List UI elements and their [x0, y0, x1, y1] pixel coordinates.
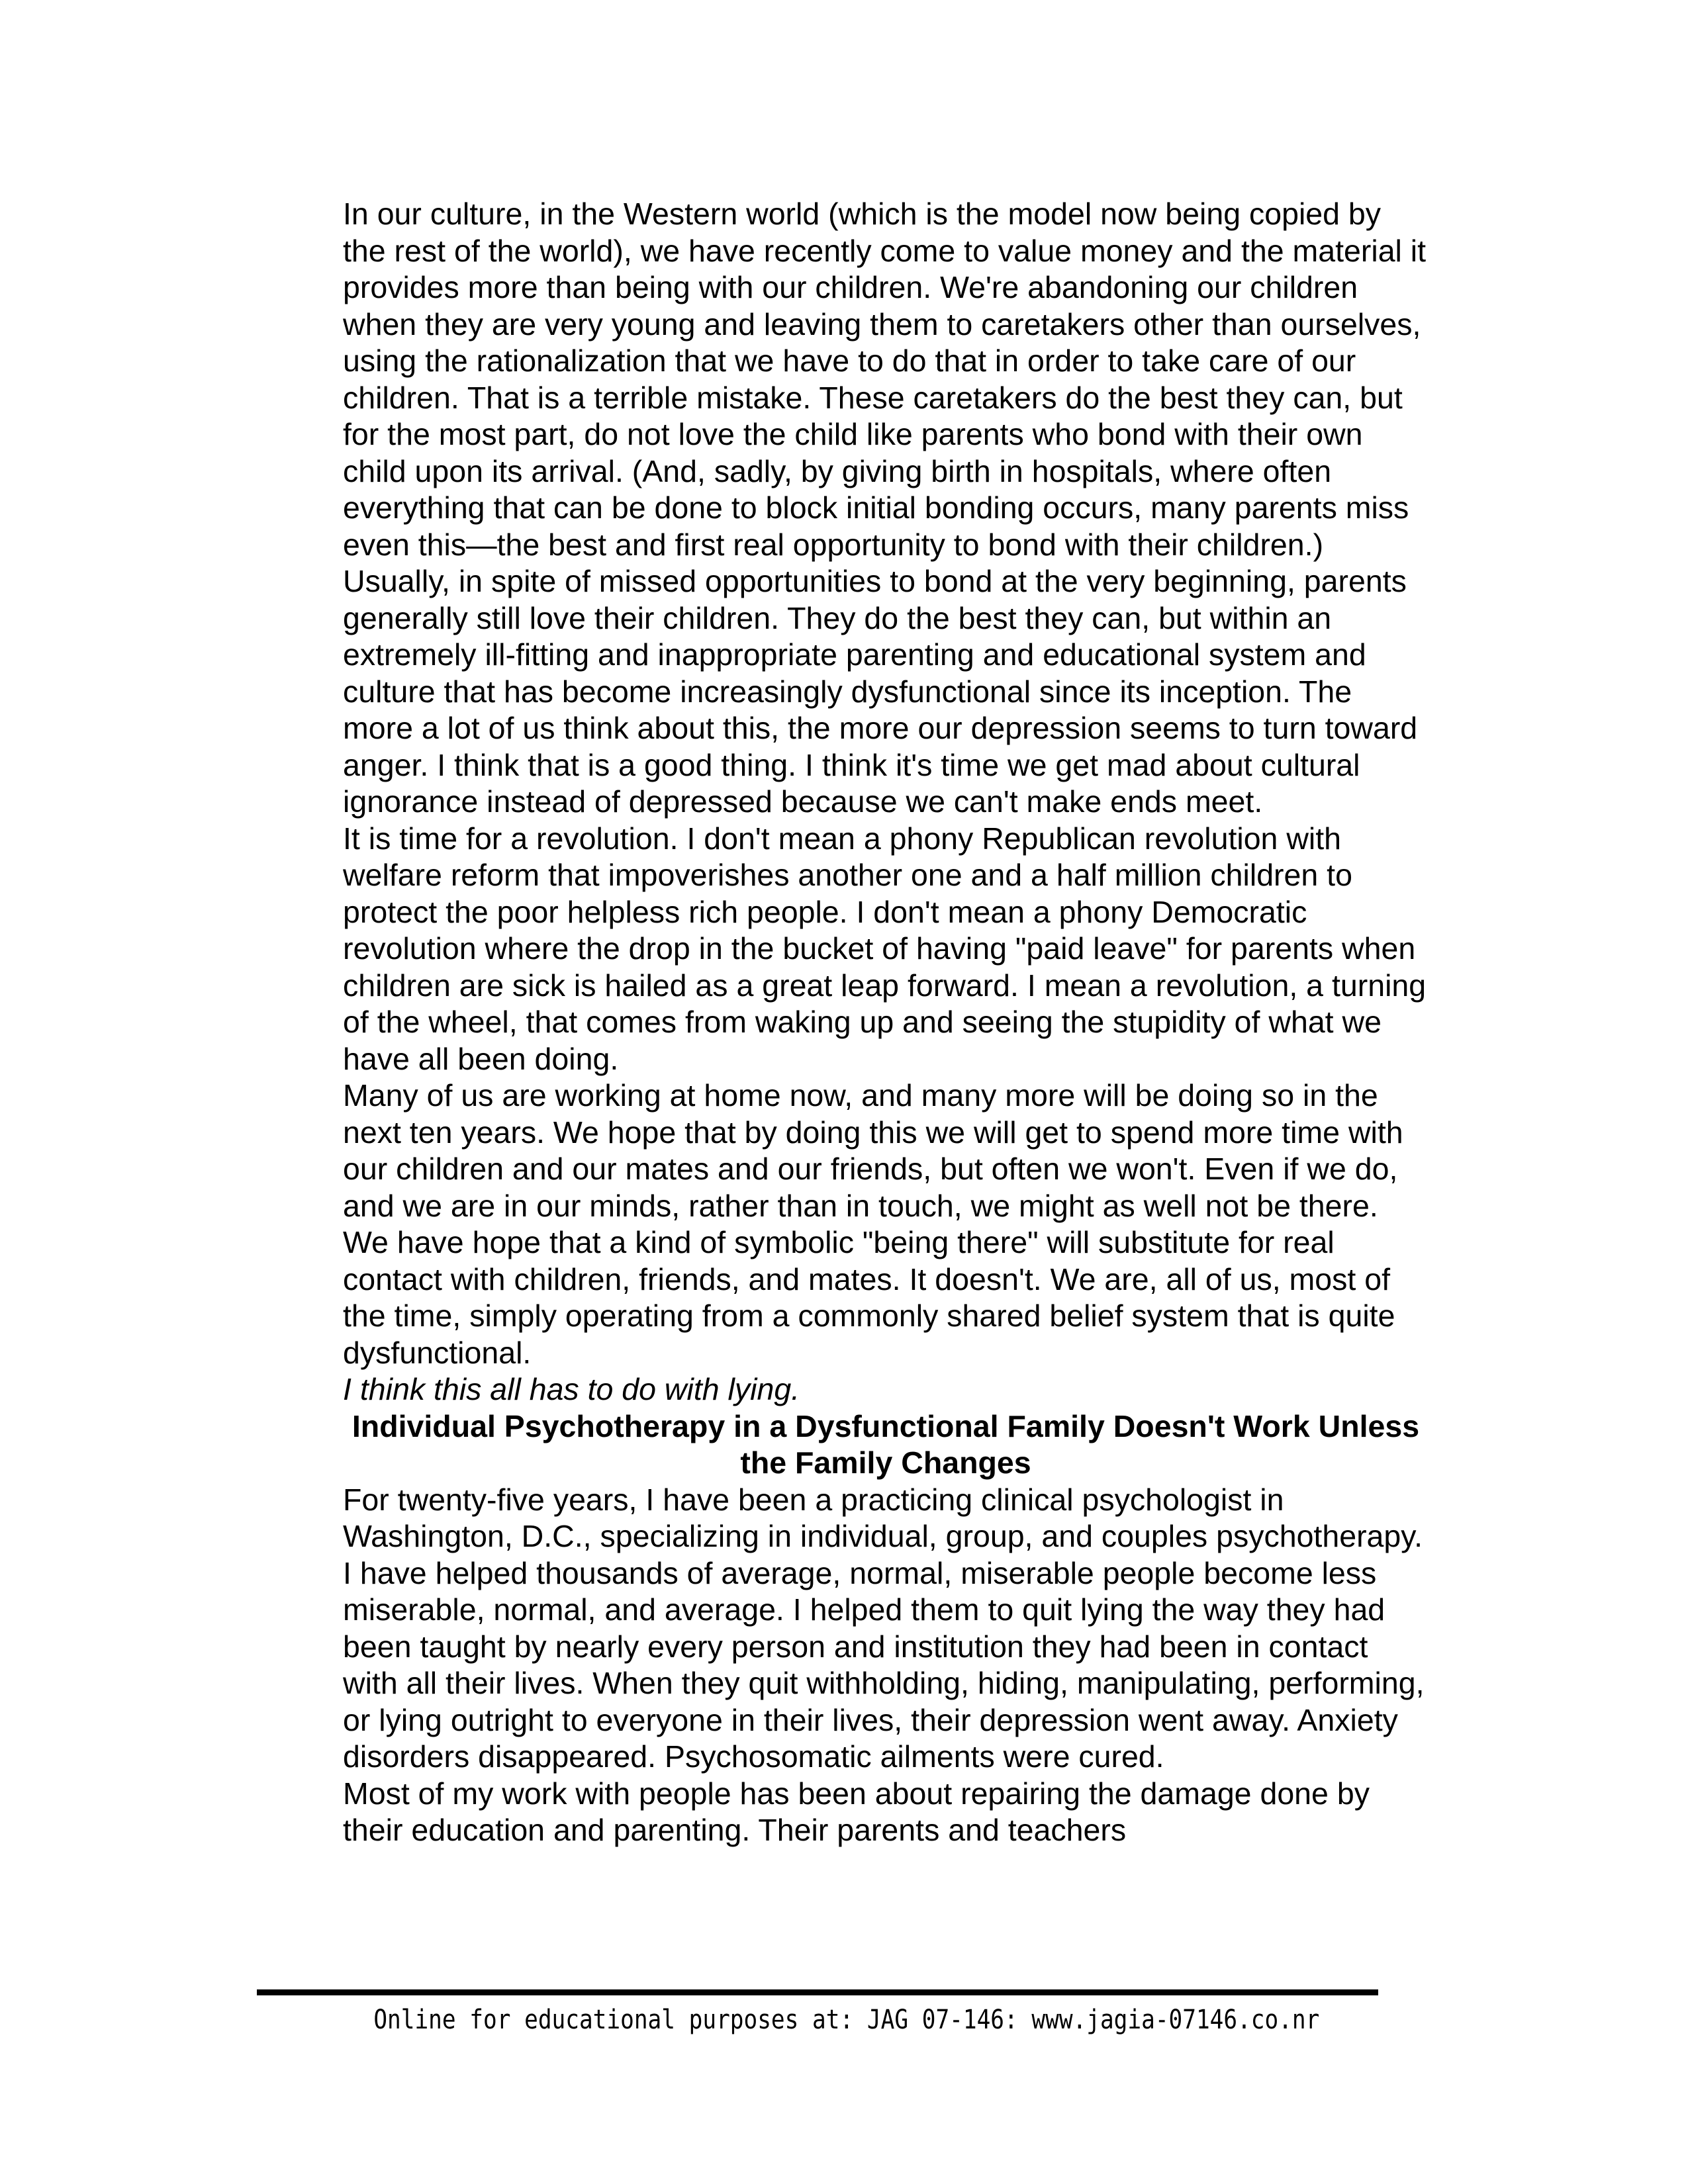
- paragraph-working-at-home: Many of us are working at home now, and many more will be doing so in the next ten years. We hope that by doing this we will get to spend more time with our children and our mates and our friends, but often we won't. Even if we do, and we are in our minds, rather than in touch, we might as well not be there. We have hope that a kind of symbolic "being there" will substitute for real contact with children, friends, and mates. It doesn't. We are, all of us, most of the time, simply operating from a commonly shared belief system that is quite dysfunctional.: [343, 1078, 1403, 1370]
- page-body: [343, 196, 1429, 1849]
- footer-text: Online for educational purposes at: JAG 07-146: www.jagia-07146.co.nr: [373, 2005, 1320, 2035]
- paragraph-culture: In our culture, in the Western world (which is the model now being copied by the rest of the world), we have recently come to value money and the material it provides more than being with our children. We're abandoning our children when they are very young and leaving them to caretakers other than ourselves, using the rationalization that we have to do that in order to take care of our children. That is a terrible mistake. These caretakers do the best they can, but for the most part, do not love the child like parents who bond with their own child upon its arrival. (And, sadly, by giving birth in hospitals, where often everything that can be done to block initial bonding occurs, many parents miss even this—the best and first real opportunity to bond with their children.) Usually, in spite of missed opportunities to bond at the very beginning, parents generally still love their children. They do the best they can, but within an extremely ill-fitting and inappropriate parenting and educational system and culture that has become increasingly dysfunctional since its inception. The more a lot of us think about this, the more our depression seems to turn toward anger. I think that is a good thing. I think it's time we get mad about cultural ignorance instead of depressed because we can't make ends meet.: [343, 197, 1427, 819]
- paragraph-repairing-damage: Most of my work with people has been about repairing the damage done by their education and parenting. Their parents and teachers: [343, 1776, 1370, 1847]
- page-footer: [0, 2001, 1688, 2038]
- paragraph-psychologist: For twenty-five years, I have been a practicing clinical psychologist in Washington, D.C., specializing in individual, group, and couples psychotherapy. I have helped thousands of average, normal, miserable people become less miserable, normal, and average. I helped them to quit lying the way they had been taught by nearly every person and institution they had been in contact with all their lives. When they quit withholding, hiding, manipulating, performing, or lying outright to everyone in their lives, their depression went away. Anxiety disorders disappeared. Psychosomatic ailments were cured.: [343, 1482, 1425, 1774]
- paragraph-revolution: It is time for a revolution. I don't mean a phony Republican revolution with welfare reform that impoverishes another one and a half million children to protect the poor helpless rich people. I don't mean a phony Democratic revolution where the drop in the bucket of having "paid leave" for parents when children are sick is hailed as a great leap forward. I mean a revolution, a turning of the wheel, that comes from waking up and seeing the stupidity of what we have all been doing.: [343, 821, 1427, 1076]
- footer-divider: [257, 1989, 1378, 1995]
- italic-statement: I think this all has to do with lying.: [343, 1372, 800, 1406]
- section-heading: Individual Psychotherapy in a Dysfunctional Family Doesn't Work Unless the Family Changes: [352, 1408, 1420, 1480]
